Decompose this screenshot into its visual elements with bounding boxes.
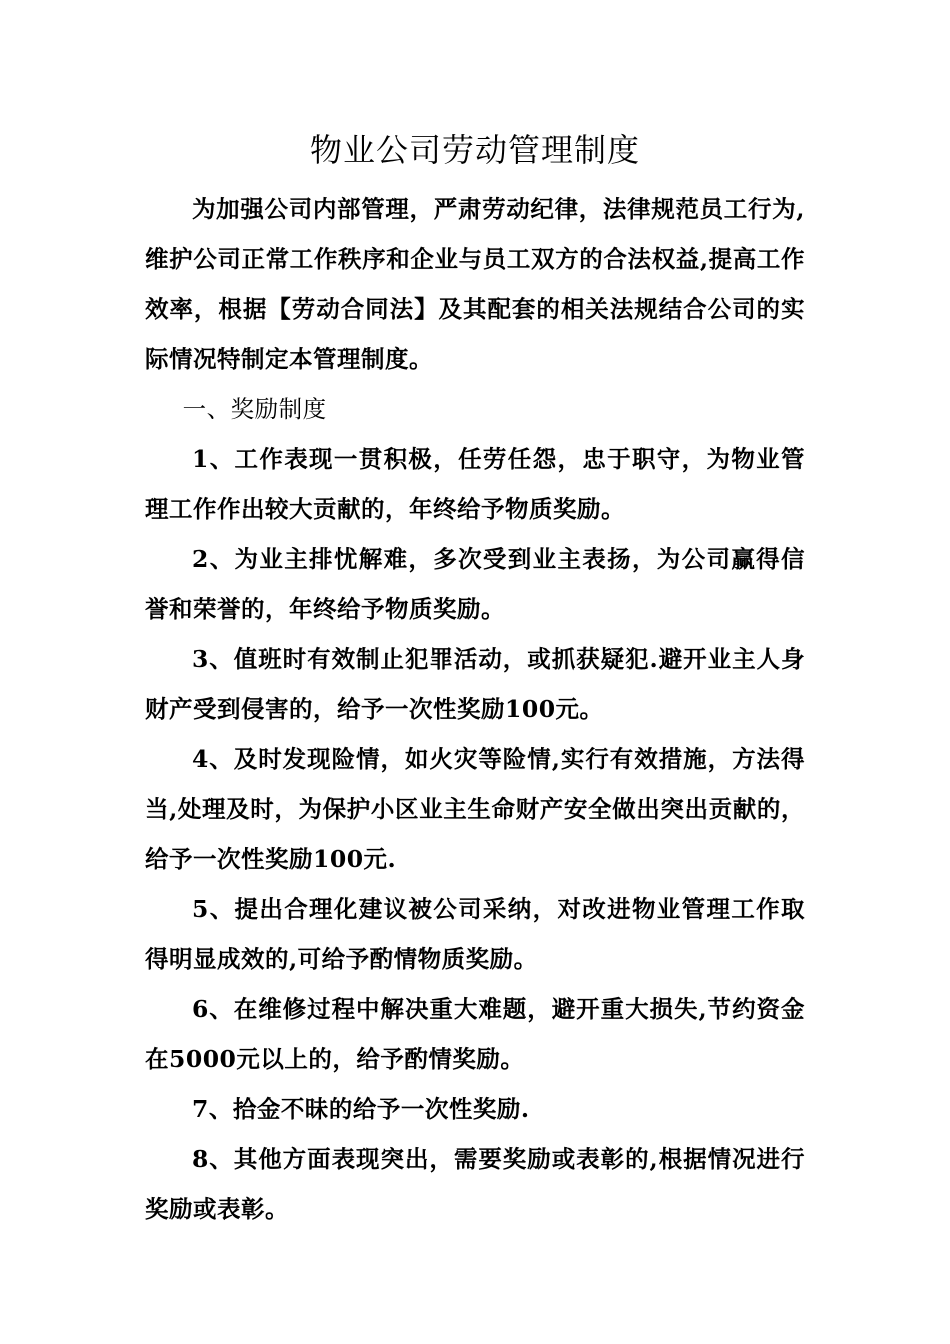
reward-item-4: 4、及时发现险情，如火灾等险情,实行有效措施，方法得当,处理及时，为保护小区业主生命财产安全做出突出贡献的，给予一次性奖励100元. [145,745,805,873]
intro-paragraph: 为加强公司内部管理，严肃劳动纪律，法律规范员工行为,维护公司正常工作秩序和企业与员工双方的合法权益,提高工作效率，根据【劳动合同法】及其配套的相关法规结合公司的实际情况特制定本管理制度。 [145,195,805,373]
document-page [145,128,805,1234]
reward-item-2: 2、为业主排忧解难，多次受到业主表扬，为公司赢得信誉和荣誉的，年终给予物质奖励。 [145,545,805,623]
reward-item-5: 5、提出合理化建议被公司采纳，对改进物业管理工作取得明显成效的,可给予酌情物质奖励。 [145,895,805,973]
reward-item-1: 1、工作表现一贯积极，任劳任怨，忠于职守，为物业管理工作作出较大贡献的，年终给予物质奖励。 [145,445,805,523]
section-heading-rewards: 一、奖励制度 [182,395,327,423]
reward-item-8: 8、其他方面表现突出，需要奖励或表彰的,根据情况进行奖励或表彰。 [145,1145,805,1223]
reward-item-3: 3、值班时有效制止犯罪活动，或抓获疑犯.避开业主人身财产受到侵害的，给予一次性奖励100元。 [145,645,805,723]
reward-item-6: 6、在维修过程中解决重大难题，避开重大损失,节约资金在5000元以上的，给予酌情奖励。 [145,995,805,1073]
document-title: 物业公司劳动管理制度 [309,131,640,169]
reward-item-7: 7、拾金不昧的给予一次性奖励. [192,1095,530,1123]
